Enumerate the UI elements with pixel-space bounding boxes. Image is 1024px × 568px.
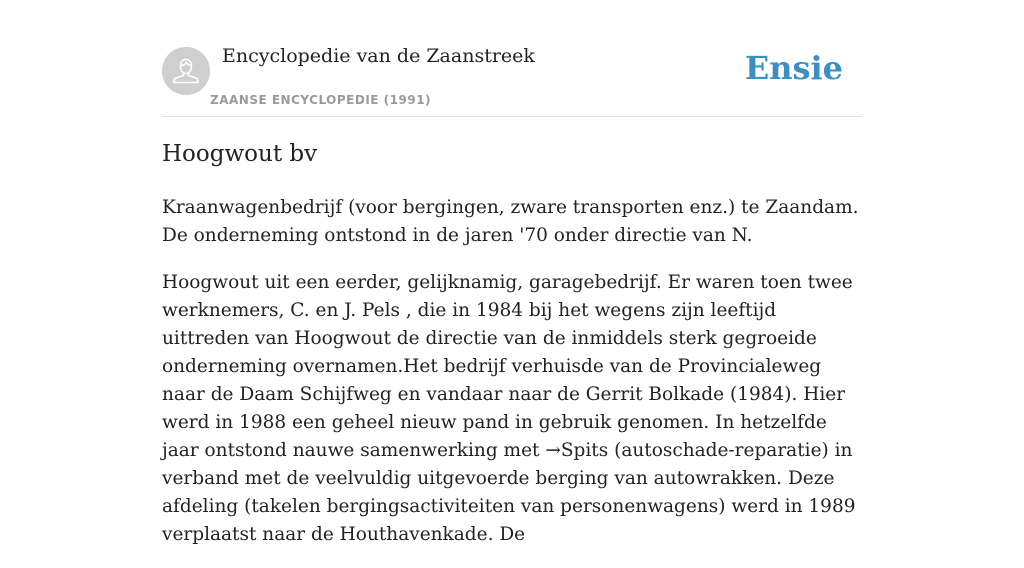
article-title: Hoogwout bv	[162, 141, 318, 167]
article-paragraph: Kraanwagenbedrijf (voor bergingen, zware transporten enz.) te Zaandam. De onderneming ontstond in de jaren '70 onder directie van N.	[162, 197, 859, 246]
source-title-link[interactable]: Encyclopedie van de Zaanstreek	[222, 45, 535, 67]
source-header	[162, 0, 862, 117]
brand-logo-link[interactable]: Ensie	[744, 49, 843, 87]
user-avatar-icon[interactable]	[162, 47, 210, 95]
article-paragraph: Hoogwout uit een eerder, gelijknamig, garagebedrijf. Er waren toen twee werknemers, C. en J. Pels , die in 1984 bij het wegens zijn leeftijd uittreden van Hoogwout de directie van de inmiddels sterk gegroeide onderneming overnamen.Het bedrijf verhuisde van de Provincialeweg naar de Daam Schijfweg en vandaar naar de Gerrit Bolkade (1984). Hier werd in 1988 een geheel nieuw pand in gebruik genomen. In hetzelfde jaar ontstond nauwe samenwerking met →Spits (autoschade-reparatie) in verband met de veelvuldig uitgevoerde berging van autowrakken. Deze afdeling (takelen bergingsactiviteiten van personenwagens) werd in 1989 verplaatst naar de Houthavenkade. De	[162, 272, 856, 545]
article	[162, 138, 862, 568]
source-subtitle: ZAANSE ENCYCLOPEDIE (1991)	[210, 93, 432, 107]
